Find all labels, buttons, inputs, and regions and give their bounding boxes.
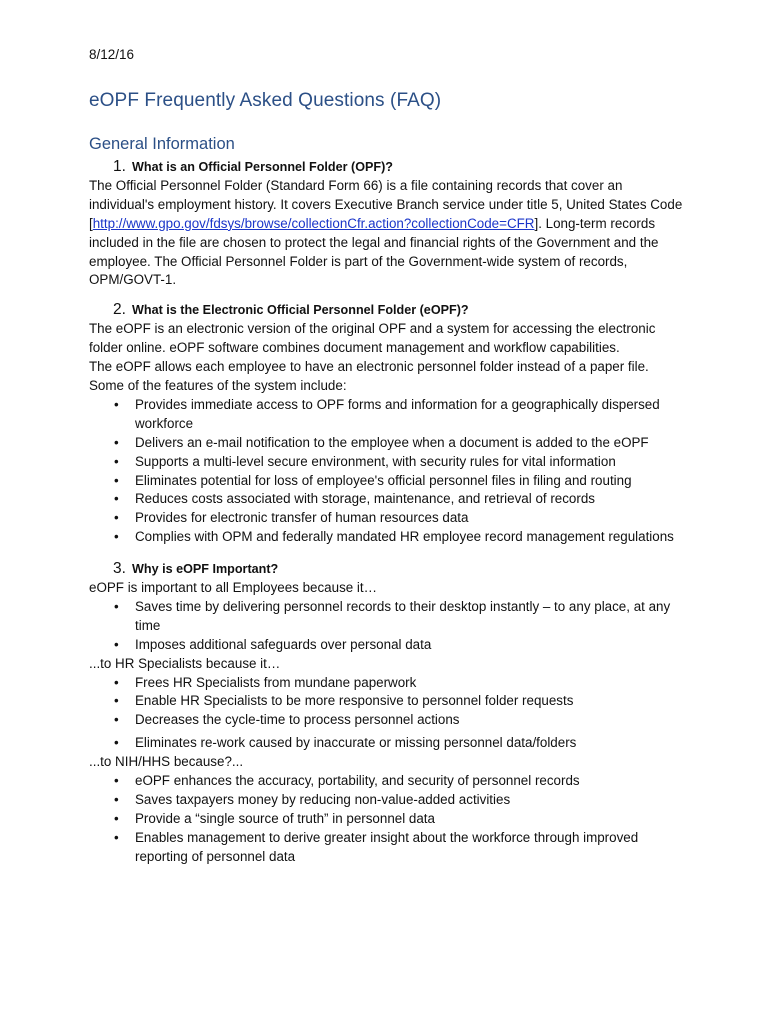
list-item: • Delivers an e-mail notification to the employee when a document is added to the eOPF — [89, 434, 689, 453]
list-item: • Enable HR Specialists to be more responsive to personnel folder requests — [89, 692, 689, 711]
list-item: • eOPF enhances the accuracy, portability, and security of personnel records — [89, 772, 689, 791]
list-item: • Eliminates re-work caused by inaccurate or missing personnel data/folders — [89, 734, 689, 753]
answer-2-paragraph-1: The eOPF is an electronic version of the original OPF and a system for accessing the electronic folder online. eOPF software combines document management and workflow capabilities. — [89, 321, 656, 356]
list-item: • Provides for electronic transfer of human resources data — [89, 509, 689, 528]
employees-list — [89, 598, 689, 655]
page-title: eOPF Frequently Asked Questions (FAQ) — [89, 90, 442, 111]
bullet-icon: • — [114, 453, 119, 469]
bullet-icon: • — [114, 636, 119, 652]
question-number: 1. — [113, 158, 126, 175]
list-item: • Reduces costs associated with storage, maintenance, and retrieval of records — [89, 490, 689, 509]
question-2-heading — [113, 301, 689, 320]
hr-list-continued — [89, 734, 689, 753]
bullet-icon: • — [114, 529, 119, 545]
list-item: • Provide a “single source of truth” in personnel data — [89, 810, 689, 829]
answer-2-paragraph-3: Some of the features of the system include: — [89, 377, 347, 393]
list-item: • Saves taxpayers money by reducing non-value-added activities — [89, 791, 689, 810]
question-number: 3. — [113, 560, 126, 578]
nih-list — [89, 772, 689, 867]
bullet-icon: • — [114, 396, 119, 412]
question-text: What is the Electronic Official Personnel Folder (eOPF)? — [132, 303, 469, 318]
answer-1-paragraph — [89, 177, 689, 290]
bullet-icon: • — [114, 472, 119, 488]
list-item: • Saves time by delivering personnel records to their desktop instantly – to any place, at any time — [114, 598, 671, 633]
question-1-heading — [113, 158, 689, 177]
list-item: • Decreases the cycle-time to process personnel actions — [89, 711, 689, 730]
nih-intro: ...to NIH/HHS because?... — [89, 754, 244, 770]
document-date: 8/12/16 — [89, 47, 135, 62]
bullet-icon: • — [114, 674, 119, 690]
bullet-icon: • — [114, 510, 119, 526]
list-item: • Supports a multi-level secure environment, with security rules for vital information — [89, 453, 689, 472]
employees-intro: eOPF is important to all Employees because it… — [89, 580, 378, 596]
question-number: 2. — [113, 301, 126, 319]
bullet-icon: • — [114, 829, 119, 845]
bullet-icon: • — [114, 598, 119, 614]
list-item: • Imposes additional safeguards over personal data — [89, 636, 689, 655]
bullet-icon: • — [114, 693, 119, 709]
list-item: • Complies with OPM and federally mandated HR employee record management regulations — [89, 528, 689, 547]
question-text: What is an Official Personnel Folder (OPF)? — [132, 160, 394, 174]
list-item: • Frees HR Specialists from mundane paperwork — [89, 674, 689, 693]
answer-1-text-after: ]. Long-term records included in the file are chosen to protect the legal and financial rights of the Government and the employee. The Official Personnel Folder is part of the Government-wide system of records, OPM/GOVT-1. — [89, 215, 659, 288]
faq-content — [89, 158, 689, 867]
list-item: • Enables management to derive greater insight about the workforce through improved reporting of personnel data — [114, 829, 639, 864]
bullet-icon: • — [114, 810, 119, 826]
answer-2-paragraph-2: The eOPF allows each employee to have an electronic personnel folder instead of a paper file. — [89, 359, 649, 375]
answer-1-text-before: The Official Personnel Folder (Standard Form 66) is a file containing records that cover an individual's employment history. It covers Executive Branch service under title 5, United States Code [ — [89, 177, 683, 231]
question-3-heading — [113, 560, 689, 579]
cfr-link[interactable]: http://www.gpo.gov/fdsys/browse/collectionCfr.action?collectionCode=CFR — [92, 215, 535, 231]
bullet-icon: • — [114, 434, 119, 450]
bullet-icon: • — [114, 792, 119, 807]
bullet-icon: • — [114, 735, 119, 751]
list-item: • Eliminates potential for loss of employee's official personnel files in filing and routing — [89, 472, 689, 491]
question-text: Why is eOPF Important? — [132, 562, 279, 577]
features-list — [89, 396, 689, 547]
hr-list — [89, 674, 689, 731]
bullet-icon: • — [114, 491, 119, 507]
list-item: • Provides immediate access to OPF forms and information for a geographically dispersed workforce — [114, 396, 660, 431]
bullet-icon: • — [114, 712, 119, 728]
section-heading: General Information — [89, 135, 235, 153]
hr-intro: ...to HR Specialists because it… — [89, 655, 281, 671]
bullet-icon: • — [114, 773, 119, 789]
